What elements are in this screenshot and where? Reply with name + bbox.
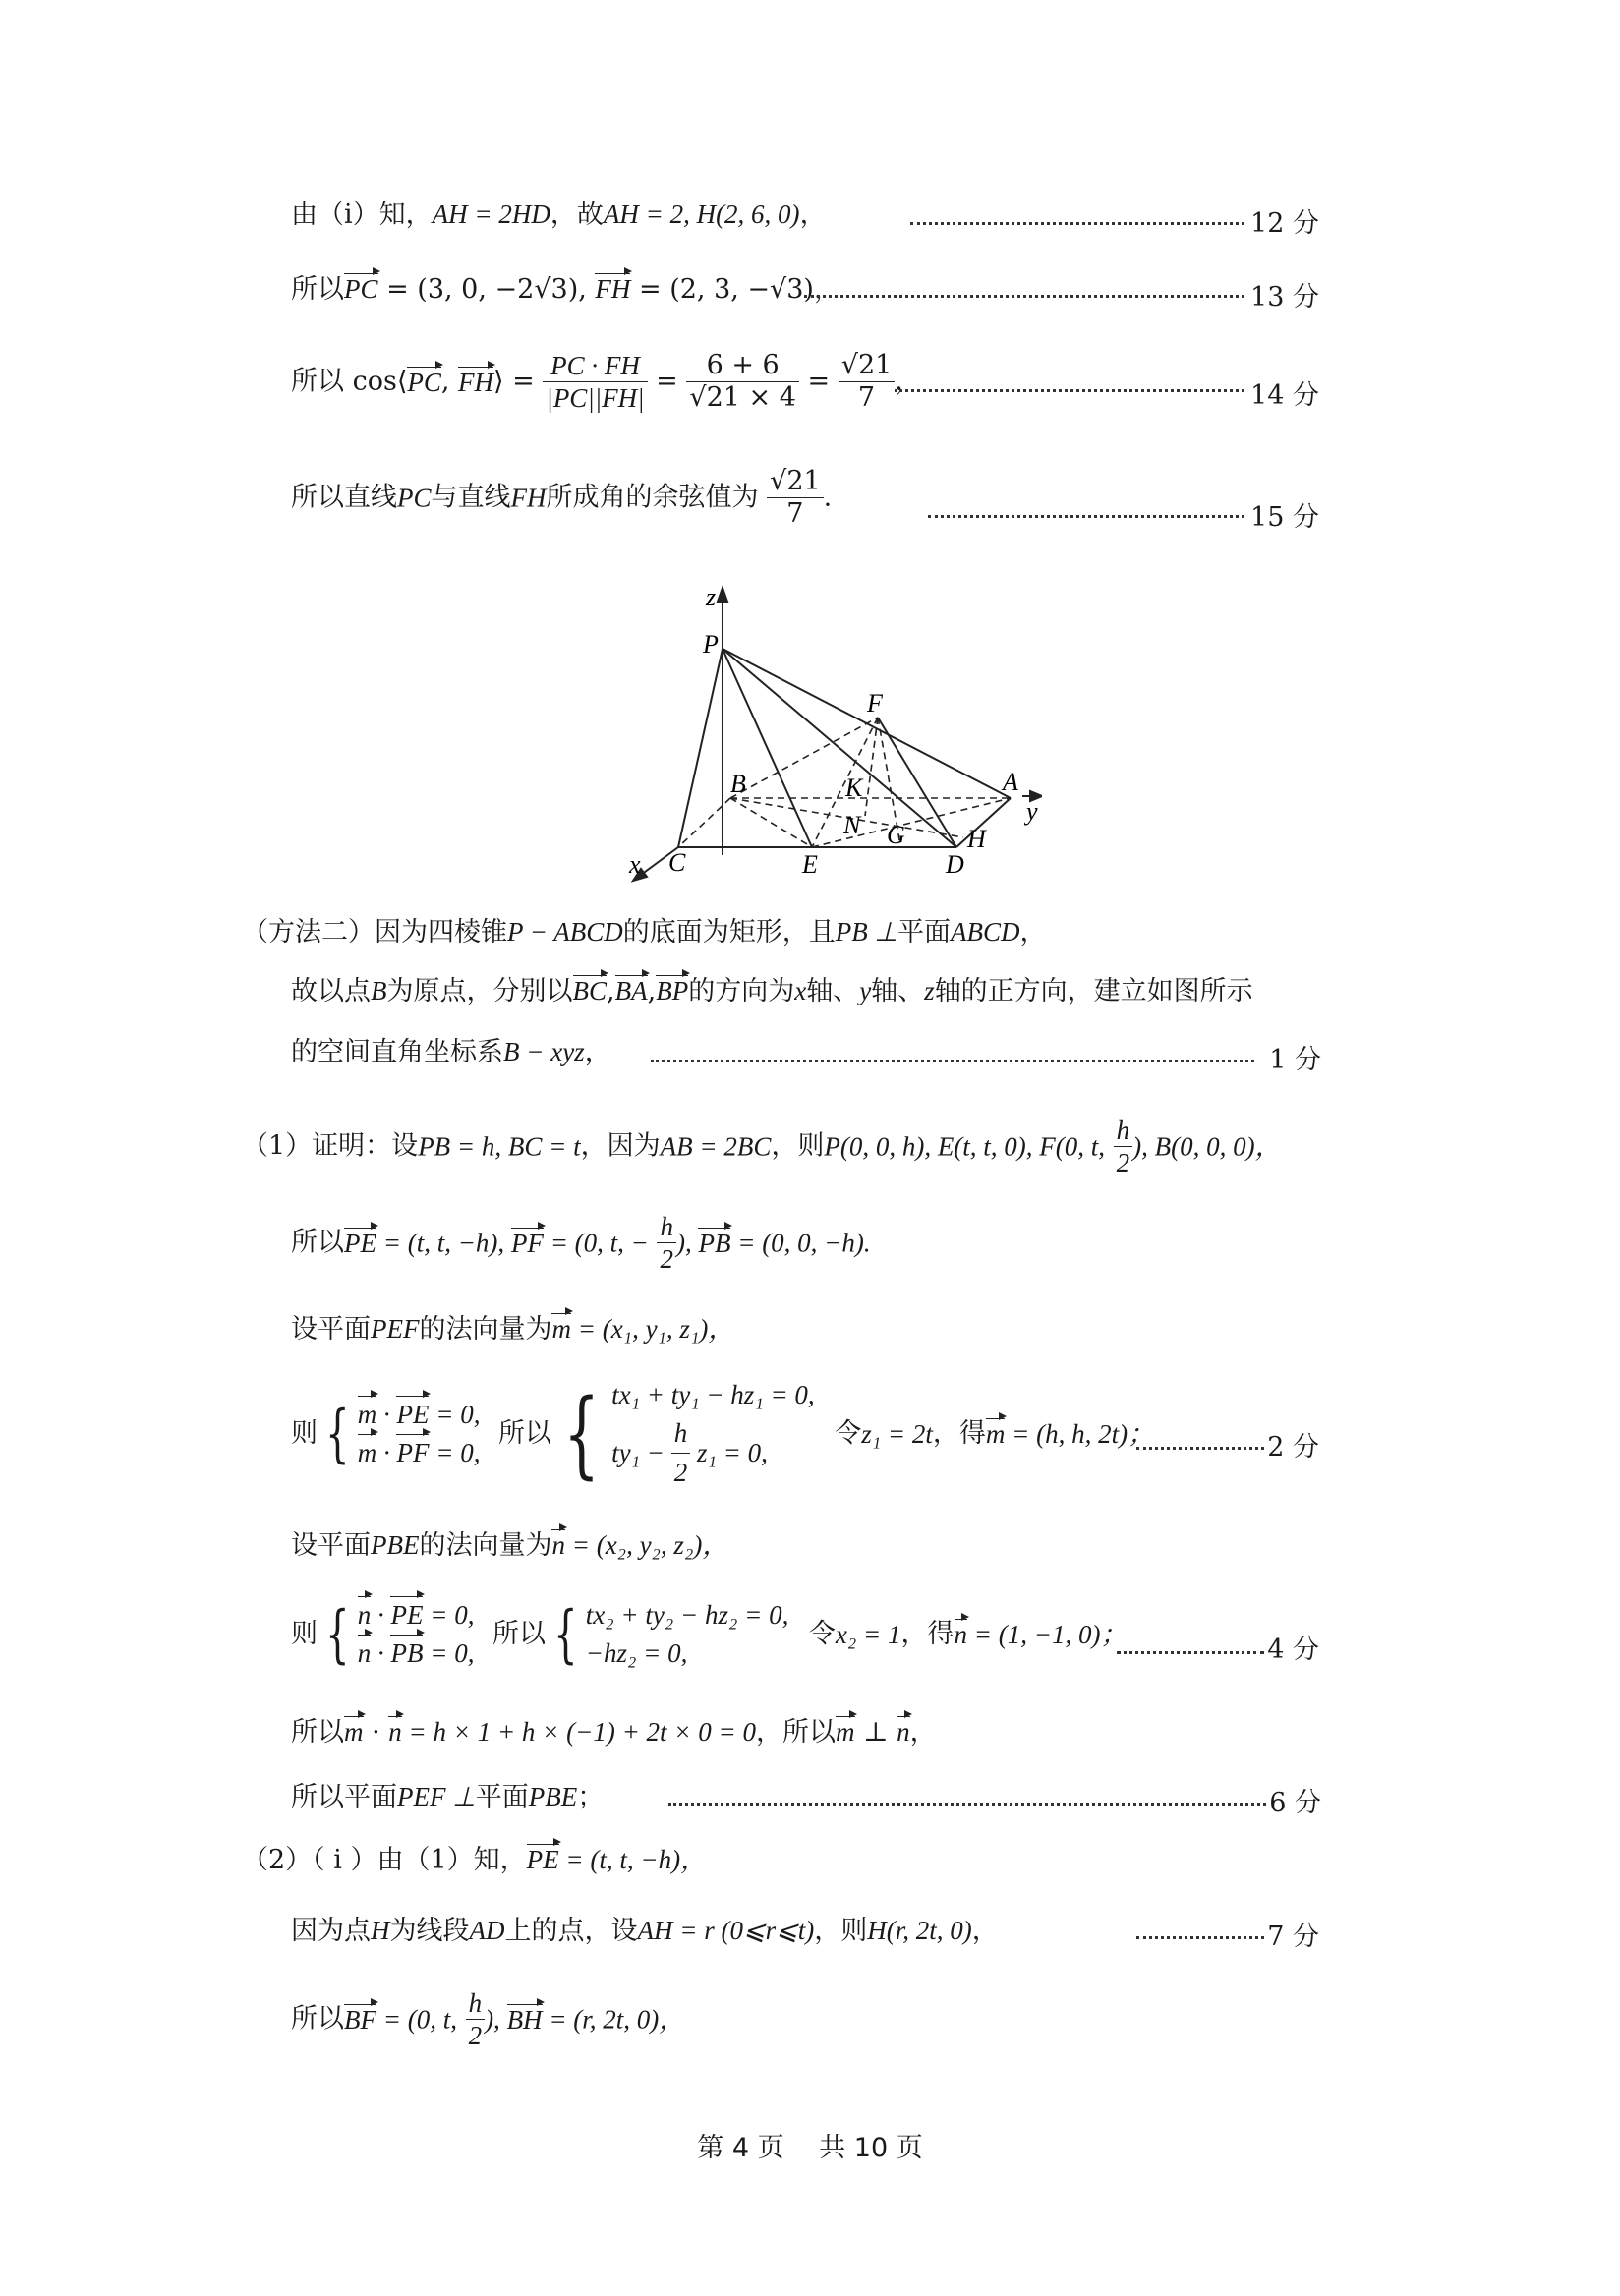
method2-line-2: 故以点B为原点，分别以BC,BA,BP的方向为x轴、y轴、z轴的正方向，建立如图所示	[291, 976, 1253, 1006]
score-2: 2 分	[1267, 1432, 1319, 1463]
part2-line-3: 所以BF = (0, t, $\frac{h}{2}$ ), BH = (r, 2t, 0)，	[291, 1988, 686, 2051]
label-P: P	[703, 630, 719, 659]
leader-dots	[1136, 1447, 1264, 1450]
label-N: N	[843, 811, 861, 839]
leader-dots	[1136, 1936, 1264, 1939]
page-footer: 第 4 页 共 10 页	[697, 2133, 923, 2163]
label-D: D	[946, 850, 964, 879]
label-K: K	[845, 774, 863, 802]
part1-line-1: （1）证明：设PB = h, BC = t，因为AB = 2BC，则P(0, 0, h), E(t, t, 0), F(0, t, $\frac{h}{2}$ ), B(0, 0, 0)，	[242, 1116, 1282, 1178]
line-2: 所以PC = (3, 0, −2√3), FH = (2, 3, −√3)，	[291, 274, 840, 305]
fraction-dot-over-norms: $\frac{PC \cdot FH}{|PC||FH|}$	[543, 350, 647, 415]
part2-line-1: （2）（ i ）由（1）知，PE = (t, t, −h)，	[242, 1845, 708, 1875]
score-6: 6 分	[1269, 1788, 1321, 1818]
leader-dots	[651, 1060, 1254, 1062]
score-12: 12 分	[1250, 208, 1319, 239]
fraction-numeric: $\frac{6 + 6}{√21 \times 4}$	[686, 350, 799, 415]
leader-dots	[895, 389, 1244, 392]
line-4: 所以直线PC与直线FH所成角的余弦值为 $\frac{√21}{7}$ .	[291, 466, 833, 530]
label-G: G	[887, 821, 905, 849]
label-C: C	[668, 848, 686, 877]
method2-line-1: （方法二）因为四棱锥P − ABCD的底面为矩形，且PB ⊥平面ABCD，	[242, 917, 1047, 947]
method2-line-3: 的空间直角坐标系B − xyz，	[291, 1037, 611, 1067]
fraction-cosine: $\frac{√21}{7}$	[767, 466, 824, 531]
score-7: 7 分	[1267, 1922, 1319, 1952]
system-2: 则 { n · PE = 0, n · PB = 0, 所以 { tx₂ + ty₂ − hz₂ = 0, −hz₂ = 0, 令x₂ = 1，得n = (1, −1, 0)；	[291, 1596, 1127, 1673]
line-3: 所以 cos⟨PC, FH⟩ = $\frac{PC \cdot FH}{|PC||FH|}$ = $\frac{6 + 6}{√21 \times 4}$ = $\frac{√21}{7}$ ，	[291, 350, 922, 414]
pyramid-figure	[590, 570, 1042, 894]
score-4: 4 分	[1267, 1635, 1319, 1665]
label-A: A	[1003, 768, 1018, 796]
score-13: 13 分	[1250, 282, 1319, 313]
score-14: 14 分	[1250, 380, 1319, 411]
leader-dots	[668, 1803, 1266, 1806]
label-x: x	[629, 850, 641, 879]
leader-dots	[804, 295, 1244, 298]
part1-line-2: 所以PE = (t, t, −h), PF = (0, t, − $\frac{h}{2}$ ), PB = (0, 0, −h).	[291, 1212, 871, 1275]
score-15: 15 分	[1250, 502, 1319, 533]
part2-line-2: 因为点H为线段AD上的点，设AH = r (0⩽r⩽t)，则H(r, 2t, 0)，	[291, 1916, 999, 1946]
vector-fh: FH	[595, 274, 631, 304]
score-1: 1 分	[1269, 1045, 1321, 1075]
label-E: E	[802, 850, 818, 879]
fraction-result: $\frac{√21}{7}$	[839, 350, 896, 415]
label-F: F	[867, 689, 883, 718]
part1-line-4: 设平面PBE的法向量为n = (x₂, y₂, z₂)，	[291, 1530, 729, 1561]
leader-dots	[928, 515, 1244, 518]
label-H: H	[967, 825, 986, 853]
leader-dots	[1117, 1651, 1264, 1654]
leader-dots	[910, 222, 1244, 225]
vector-pc: PC	[344, 274, 378, 304]
system-1: 则 { m · PE = 0, m · PF = 0, 所以 { tx₁ + ty₁ − hz₁ = 0, ty₁ − $\frac{h}{2}$ z₁ = 0, 令z₁ = 2t，得m = (h, h, 2t)；	[291, 1379, 1155, 1490]
part1-line-6: 所以平面PEF ⊥平面PBE；	[291, 1782, 605, 1812]
label-B: B	[730, 770, 746, 798]
part1-line-5: 所以m · n = h × 1 + h × (−1) + 2t × 0 = 0，所以m ⊥ n，	[291, 1717, 937, 1748]
part1-line-3: 设平面PEF的法向量为m = (x₁, y₁, z₁)，	[291, 1314, 735, 1345]
label-z: z	[706, 583, 717, 611]
line-1: 由（i）知，AH = 2HD，故AH = 2, H(2, 6, 0)，	[291, 200, 827, 230]
label-y: y	[1026, 797, 1038, 826]
